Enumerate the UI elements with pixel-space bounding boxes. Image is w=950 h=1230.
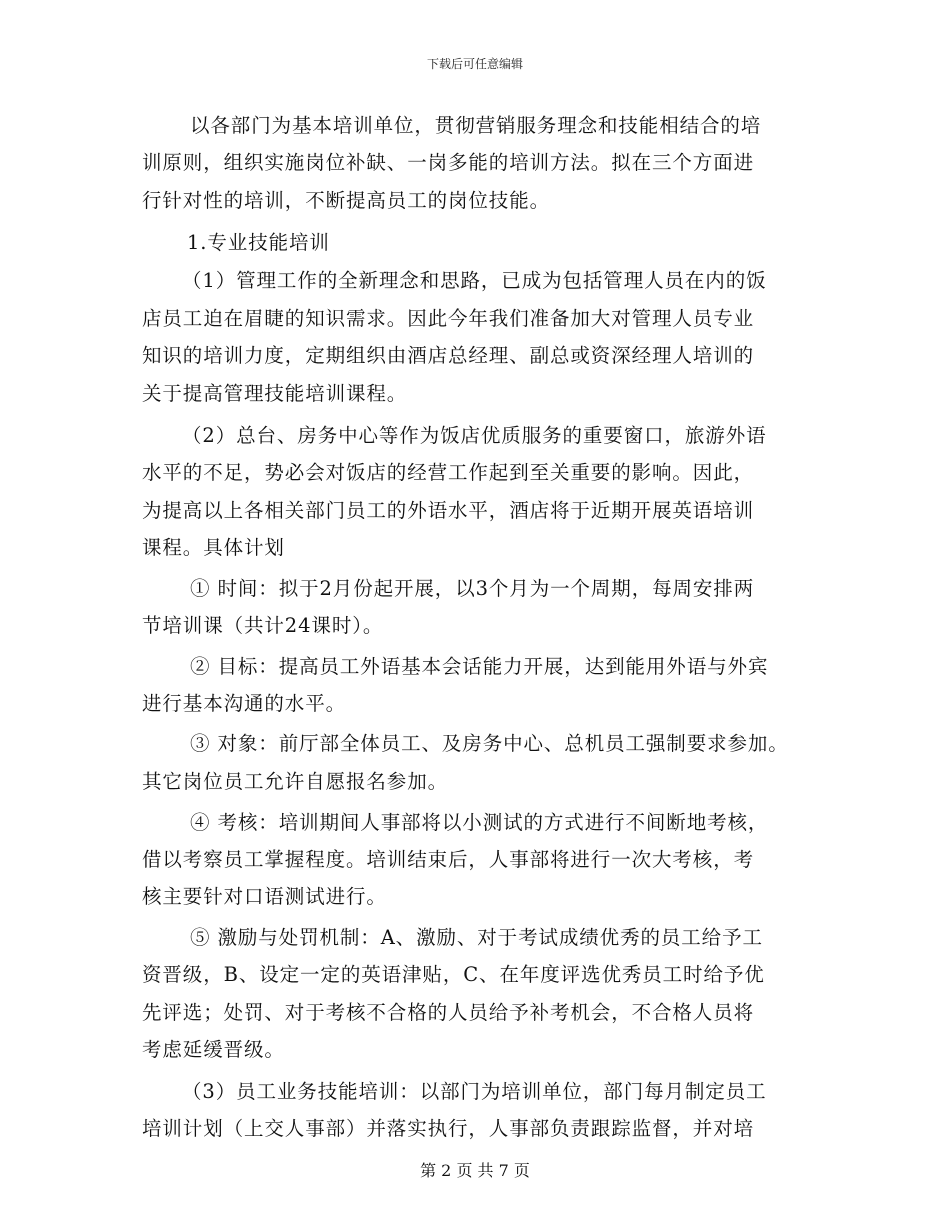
- list-item-line: 先评选；处罚、对于考核不合格的人员给予补考机会，不合格人员将: [142, 1001, 755, 1024]
- list-item-line: ④ 考核：培训期间人事部将以小测试的方式进行不间断地考核，: [190, 811, 769, 834]
- paragraph-line: 店员工迫在眉睫的知识需求。因此今年我们准备加大对管理人员专业: [142, 307, 755, 330]
- list-item-line: 考虑延缓晋级。: [142, 1038, 285, 1061]
- paragraph-line: （3）员工业务技能培训：以部门为培训单位，部门每月制定员工: [182, 1080, 767, 1103]
- list-item-line: 节培训课（共计24课时）。: [142, 614, 384, 637]
- paragraph-line: 知识的培训力度，定期组织由酒店总经理、副总或资深经理人培训的: [142, 344, 755, 367]
- list-item-line: 其它岗位员工允许自愿报名参加。: [142, 770, 449, 793]
- list-item-line: ⑤ 激励与处罚机制：A、激励、对于考试成绩优秀的员工给予工: [190, 926, 763, 949]
- page-header: 下载后可任意编辑: [426, 57, 523, 71]
- paragraph-line: （1）管理工作的全新理念和思路，已成为包括管理人员在内的饭: [182, 269, 767, 292]
- list-item-line: 借以考察员工掌握程度。培训结束后，人事部将进行一次大考核，考: [142, 848, 755, 871]
- paragraph-line: 为提高以上各相关部门员工的外语水平，酒店将于近期开展英语培训: [142, 499, 755, 522]
- list-item-line: 进行基本沟通的水平。: [142, 692, 347, 715]
- paragraph-line: 培训计划（上交人事部）并落实执行，人事部负责跟踪监督，并对培: [142, 1117, 755, 1140]
- paragraph-line: 训原则，组织实施岗位补缺、一岗多能的培训方法。拟在三个方面进: [142, 151, 755, 174]
- list-item-line: ② 目标：提高员工外语基本会话能力开展，达到能用外语与外宾: [190, 655, 769, 678]
- page-number-footer: 第 2 页 共 7 页: [420, 1161, 530, 1180]
- section-heading: 1.专业技能培训: [187, 231, 330, 254]
- list-item-line: ① 时间：拟于2月份起开展，以3个月为一个周期，每周安排两: [190, 577, 755, 600]
- list-item-line: 核主要针对口语测试进行。: [142, 885, 387, 908]
- paragraph-line: 课程。具体计划: [142, 536, 285, 559]
- paragraph-line: 水平的不足，势必会对饭店的经营工作起到至关重要的影响。因此，: [142, 461, 755, 484]
- paragraph-line: 以各部门为基本培训单位，贯彻营销服务理念和技能相结合的培: [190, 114, 762, 137]
- list-item-line: ③ 对象：前厅部全体员工、及房务中心、总机员工强制要求参加。: [190, 732, 789, 755]
- list-item-line: 资晋级，B、设定一定的英语津贴，C、在年度评选优秀员工时给予优: [142, 963, 765, 986]
- paragraph-line: 行针对性的培训，不断提高员工的岗位技能。: [142, 189, 551, 212]
- paragraph-line: （2）总台、房务中心等作为饭店优质服务的重要窗口，旅游外语: [182, 424, 767, 447]
- paragraph-line: 关于提高管理技能培训课程。: [142, 382, 408, 405]
